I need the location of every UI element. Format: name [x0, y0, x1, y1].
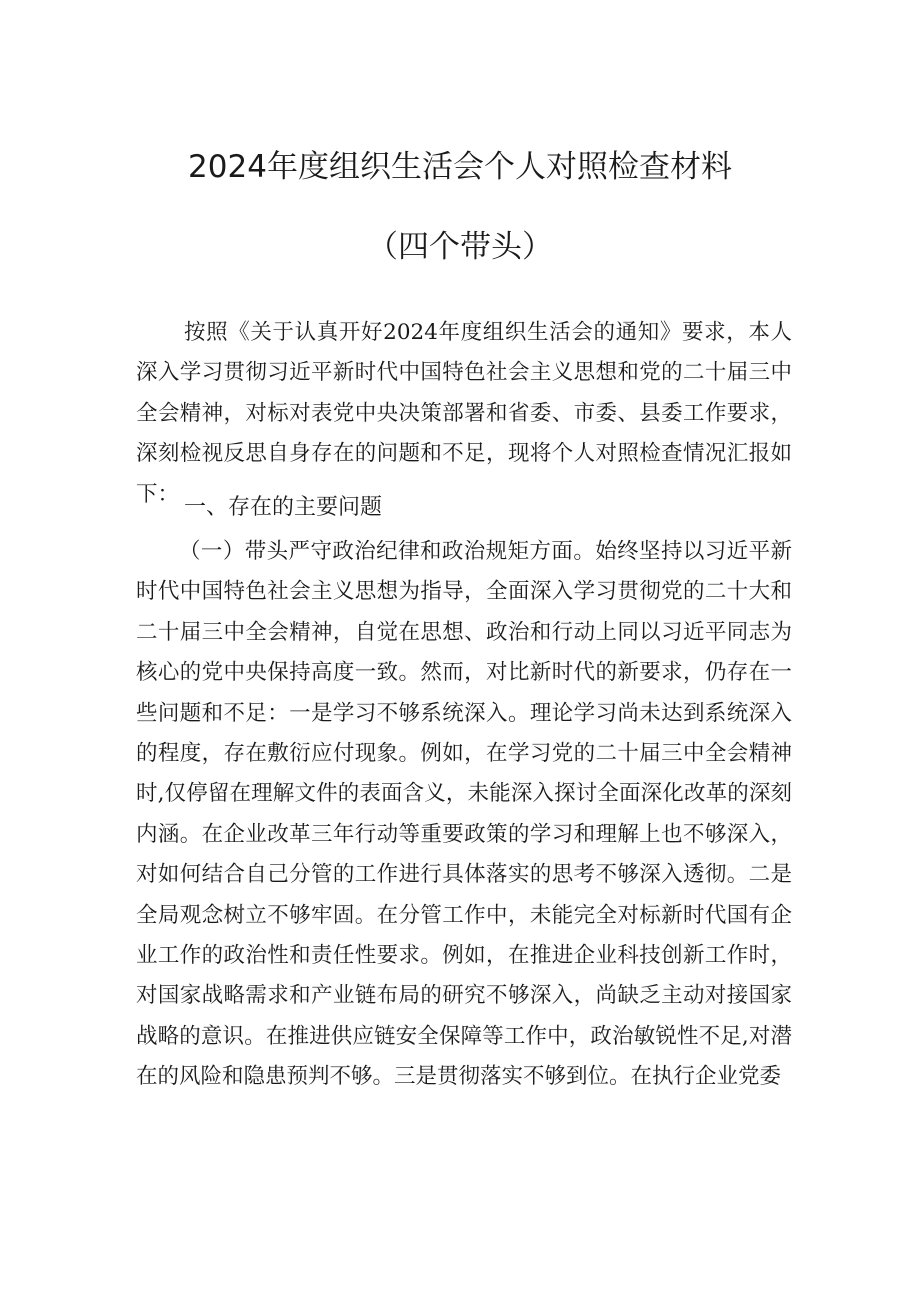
body-paragraph: （一）带头严守政治纪律和政治规矩方面。始终坚持以习近平新时代中国特色社会主义思想为指导，全面深入学习贯彻党的二十大和二十届三中全会精神，自觉在思想、政治和行动上同以习近平同志为核心的党中央保持高度一致。然而，对比新时代的新要求，仍存在一些问题和不足：一是学习不够系统深入。理论学习尚未达到系统深入的程度，存在敷衍应付现象。例如，在学习党的二十届三中全会精神时,仅停留在理解文件的表面含义，未能深入探讨全面深化改革的深刻内涵。在企业改革三年行动等重要政策的学习和理解上也不够深入，对如何结合自己分管的工作进行具体落实的思考不够深入透彻。二是全局观念树立不够牢固。在分管工作中，未能完全对标新时代国有企业工作的政治性和责任性要求。例如，在推进企业科技创新工作时，对国家战略需求和产业链布局的研究不够深入，尚缺乏主动对接国家战略的意识。在推进供应链安全保障等工作中，政治敏锐性不足,对潜在的风险和隐患预判不够。三是贯彻落实不够到位。在执行企业党委	[136, 539, 792, 1090]
intro-paragraph: 按照《关于认真开好2024年度组织生活会的通知》要求，本人深入学习贯彻习近平新时代中国特色社会主义思想和党的二十届三中全会精神，对标对表党中央决策部署和省委、市委、县委工作要求，深刻检视反思自身存在的问题和不足，现将个人对照检查情况汇报如下：	[136, 320, 792, 507]
document-subtitle: （四个带头）	[367, 229, 553, 265]
section-heading: 一、存在的主要问题	[184, 495, 383, 520]
document-title: 2024年度组织生活会个人对照检查材料	[188, 149, 732, 185]
